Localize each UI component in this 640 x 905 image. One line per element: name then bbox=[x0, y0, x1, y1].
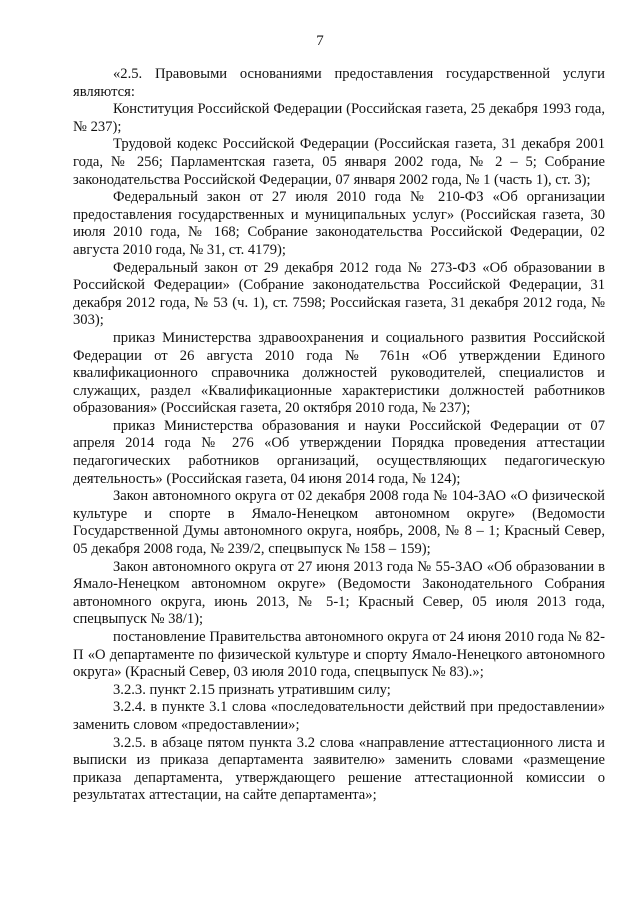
paragraph-resolution-82p: постановление Правительства автономного округа от 24 июня 2010 года № 82-П «О департаменте по физической культуре и спорту Ямало-Ненецкого автономного округа» (Красный Север, 03 июля 2010 года, спецвыпуск № 83).»; bbox=[73, 629, 605, 681]
paragraph-labor-code: Трудовой кодекс Российской Федерации (Российская газета, 31 декабря 2001 года, № 256; Парламентская газета, 05 января 2002 года, № 2 – 5; Собрание законодательства Российской Федерации, 07 января 2002 года, № 1 (часть 1), ст. 3); bbox=[73, 136, 605, 188]
paragraph-law-55-zao: Закон автономного округа от 27 июня 2013 года № 55-ЗАО «Об образовании в Ямало-Ненецком автономном округе» (Ведомости Законодательного Собрания автономного округа, июнь 2013, № 5-1; Красный Север, 05 июля 2013 года, спецвыпуск № 38/1); bbox=[73, 558, 605, 628]
paragraph-constitution: Конституция Российской Федерации (Российская газета, 25 декабря 1993 года, № 237); bbox=[73, 101, 605, 135]
page-number: 7 bbox=[316, 33, 324, 49]
paragraph-3-2-3: 3.2.3. пункт 2.15 признать утратившим силу; bbox=[113, 681, 391, 698]
paragraph-order-761n: приказ Министерства здравоохранения и социального развития Российской Федерации от 26 августа 2010 года № 761н «Об утверждении Единого квалификационного справочника должностей руководителей, специалистов и служащих, раздел «Квалификационные характеристики должностей работников образования» (Российская газета, 20 октября 2010 года, № 237); bbox=[73, 329, 605, 417]
paragraph-law-104-zao: Закон автономного округа от 02 декабря 2008 года № 104-ЗАО «О физической культуре и спорте в Ямало-Ненецком автономном округе» (Ведомости Государственной Думы автономного округа, ноябрь, 2008, № 8 – 1; Красный Север, 05 декабря 2008 года, № 239/2, спецвыпуск № 158 – 159); bbox=[73, 488, 605, 558]
paragraph-3-2-4: 3.2.4. в пункте 3.1 слова «последовательности действий при предоставлении» заменить словом «предоставлении»; bbox=[73, 699, 605, 733]
paragraph-3-2-5: 3.2.5. в абзаце пятом пункта 3.2 слова «направление аттестационного листа и выписки из приказа департамента заявителю» заменить словами «размещение приказа департамента, утверждающего решение аттестационной комиссии о результатах аттестации, на сайте департамента»; bbox=[73, 734, 605, 804]
paragraph-federal-law-273: Федеральный закон от 29 декабря 2012 года № 273-ФЗ «Об образовании в Российской Федерации» (Собрание законодательства Российской Федерации, 31 декабря 2012 года, № 53 (ч. 1), ст. 7598; Российская газета, 31 декабря 2012 года, № 303); bbox=[73, 259, 605, 329]
document-body bbox=[73, 66, 605, 805]
paragraph-legal-grounds-intro: «2.5. Правовыми основаниями предоставления государственной услуги являются: bbox=[73, 66, 605, 100]
paragraph-order-276: приказ Министерства образования и науки Российской Федерации от 07 апреля 2014 года № 276 «Об утверждении Порядка проведения аттестации педагогических работников организаций, осуществляющих педагогическую деятельность» (Российская газета, 04 июня 2014 года, № 124); bbox=[73, 417, 605, 487]
paragraph-federal-law-210: Федеральный закон от 27 июля 2010 года № 210-ФЗ «Об организации предоставления государственных и муниципальных услуг» (Российская газета, 30 июля 2010 года, № 168; Собрание законодательства Российской Федерации, 02 августа 2010 года, № 31, ст. 4179); bbox=[73, 189, 605, 258]
